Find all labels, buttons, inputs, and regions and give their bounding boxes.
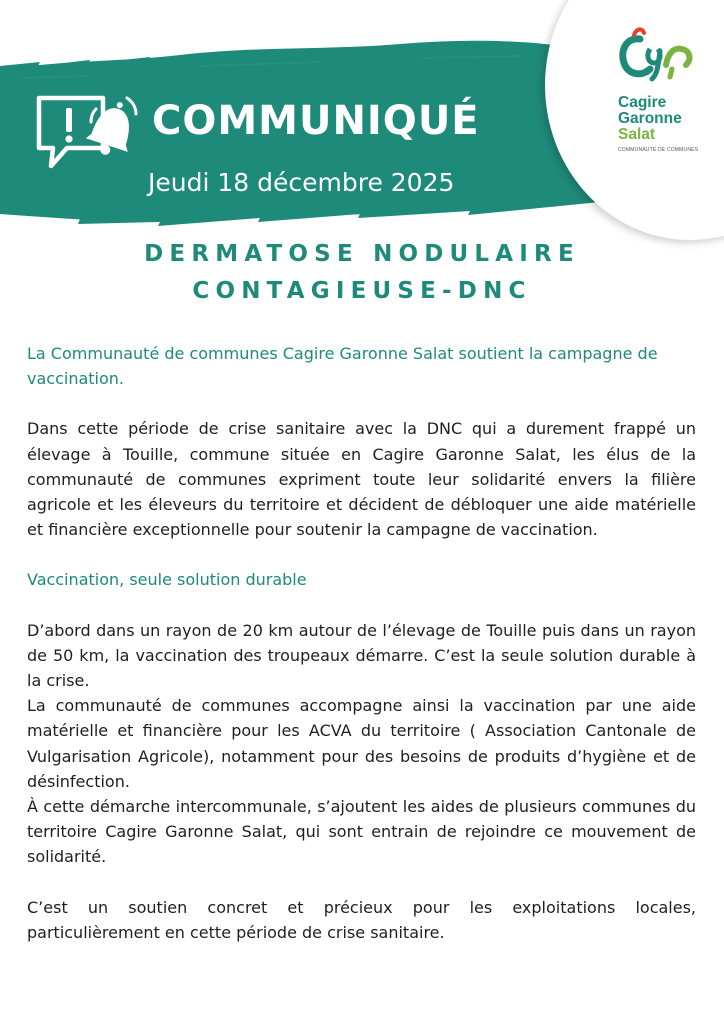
alert-speech-bubble-bell-icon bbox=[33, 92, 138, 182]
logo-line-2: Garonne bbox=[618, 110, 682, 127]
logo-line-1: Cagire bbox=[618, 94, 667, 111]
logo-mark-icon bbox=[614, 25, 694, 87]
logo-subtitle: COMMUNAUTÉ DE COMMUNES bbox=[618, 147, 699, 153]
paragraph-1: Dans cette période de crise sanitaire avec la DNC qui a durement frappé un élevage à Touille, commune située en Cagire Garonne Salat, les élus de la communauté de communes expriment toute leur solidarité envers la filière agricole et les éleveurs du territoire et décident de débloquer une aide matérielle et financière exceptionnelle pour soutenir la campagne de vaccination. bbox=[27, 419, 696, 540]
subheading: Vaccination, seule solution durable bbox=[27, 570, 307, 590]
paragraph-2c: À cette démarche intercommunale, s’ajoutent les aides de plusieurs communes du territoire Cagire Garonne Salat, qui sont entrain de rejoindre ce mouvement de solidarité. bbox=[27, 797, 696, 867]
banner-date: Jeudi 18 décembre 2025 bbox=[148, 168, 455, 197]
logo-line-3: Salat bbox=[618, 126, 656, 143]
cagire-garonne-salat-logo bbox=[612, 25, 712, 165]
banner-title: COMMUNIQUÉ bbox=[152, 98, 480, 144]
header-banner bbox=[0, 0, 724, 240]
document-headline bbox=[0, 236, 724, 310]
paragraph-2a: D’abord dans un rayon de 20 km autour de l’élevage de Touille puis dans un rayon de 50 km, la vaccination des troupeaux démarre. C’est la seule solution durable à la crise. bbox=[27, 620, 696, 691]
closing-paragraph: C’est un soutien concret et précieux pour les exploitations locales, particulièrement en cette période de crise sanitaire. bbox=[27, 897, 696, 942]
logo-wordmark bbox=[618, 95, 698, 153]
document-body bbox=[27, 341, 696, 945]
intro-paragraph: La Communauté de communes Cagire Garonne Salat soutient la campagne de vaccination. bbox=[27, 344, 658, 389]
paragraph-2b: La communauté de communes accompagne ainsi la vaccination par une aide matérielle et financière pour les ACVA du territoire ( Association Cantonale de Vulgarisation Agricole), notamment pour des besoins de produits d’hygiène et de désinfection. bbox=[27, 696, 696, 791]
headline-line-1: DERMATOSE NODULAIRE bbox=[144, 241, 580, 267]
headline-line-2: CONTAGIEUSE-DNC bbox=[192, 278, 532, 304]
